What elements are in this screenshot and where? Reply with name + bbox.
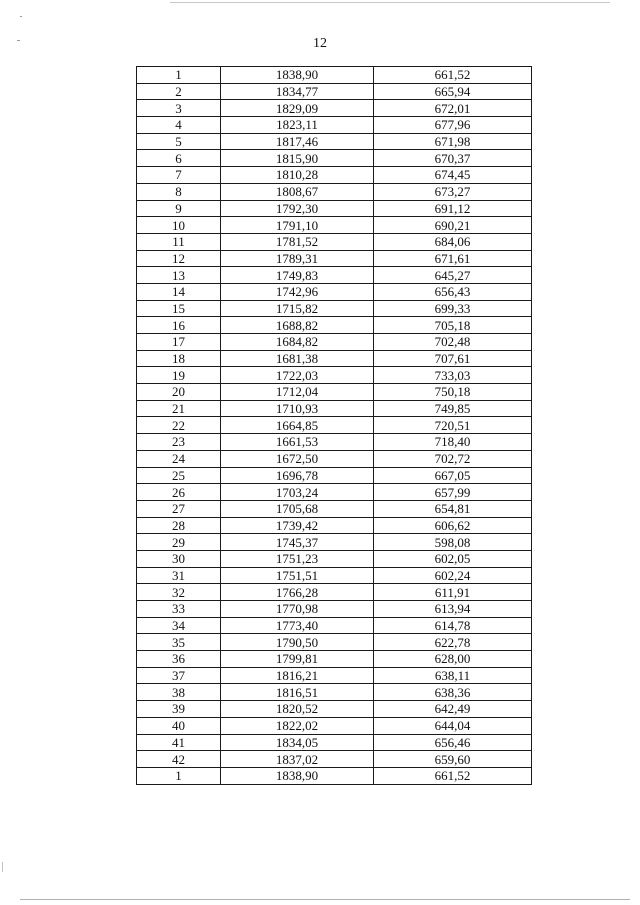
- y-coordinate-cell: 661,52: [374, 767, 532, 784]
- point-number-cell: 20: [137, 384, 221, 401]
- point-number-cell: 38: [137, 684, 221, 701]
- x-coordinate-cell: 1790,50: [221, 634, 374, 651]
- table-row: [137, 484, 532, 501]
- y-coordinate-cell: 677,96: [374, 117, 532, 134]
- x-coordinate-cell: 1745,37: [221, 534, 374, 551]
- point-number-cell: 33: [137, 601, 221, 618]
- table-row: [137, 667, 532, 684]
- table-row: [137, 100, 532, 117]
- y-coordinate-cell: 638,11: [374, 667, 532, 684]
- table-row: [137, 350, 532, 367]
- point-number-cell: 1: [137, 67, 221, 84]
- point-number-cell: 3: [137, 100, 221, 117]
- y-coordinate-cell: 644,04: [374, 717, 532, 734]
- y-coordinate-cell: 690,21: [374, 217, 532, 234]
- point-number-cell: 32: [137, 584, 221, 601]
- point-number-cell: 17: [137, 334, 221, 351]
- table-row: [137, 250, 532, 267]
- table-row: [137, 434, 532, 451]
- y-coordinate-cell: 613,94: [374, 601, 532, 618]
- table-row: [137, 150, 532, 167]
- table-row: [137, 400, 532, 417]
- point-number-cell: 35: [137, 634, 221, 651]
- x-coordinate-cell: 1791,10: [221, 217, 374, 234]
- table-row: [137, 550, 532, 567]
- x-coordinate-cell: 1766,28: [221, 584, 374, 601]
- y-coordinate-cell: 671,61: [374, 250, 532, 267]
- point-number-cell: 4: [137, 117, 221, 134]
- y-coordinate-cell: 705,18: [374, 317, 532, 334]
- point-number-cell: 26: [137, 484, 221, 501]
- page-number: 12: [313, 36, 327, 51]
- table-row: [137, 67, 532, 84]
- x-coordinate-cell: 1810,28: [221, 167, 374, 184]
- table-row: [137, 200, 532, 217]
- x-coordinate-cell: 1815,90: [221, 150, 374, 167]
- point-number-cell: 7: [137, 167, 221, 184]
- x-coordinate-cell: 1684,82: [221, 334, 374, 351]
- x-coordinate-cell: 1672,50: [221, 450, 374, 467]
- x-coordinate-cell: 1838,90: [221, 767, 374, 784]
- table-row: [137, 117, 532, 134]
- point-number-cell: 27: [137, 500, 221, 517]
- point-number-cell: 25: [137, 467, 221, 484]
- y-coordinate-cell: 750,18: [374, 384, 532, 401]
- y-coordinate-cell: 672,01: [374, 100, 532, 117]
- y-coordinate-cell: 628,00: [374, 651, 532, 668]
- y-coordinate-cell: 622,78: [374, 634, 532, 651]
- table-row: [137, 450, 532, 467]
- x-coordinate-cell: 1770,98: [221, 601, 374, 618]
- table-row: [137, 717, 532, 734]
- point-number-cell: 28: [137, 517, 221, 534]
- x-coordinate-cell: 1816,21: [221, 667, 374, 684]
- table-row: [137, 467, 532, 484]
- y-coordinate-cell: 645,27: [374, 267, 532, 284]
- table-row: [137, 267, 532, 284]
- table-row: [137, 567, 532, 584]
- point-number-cell: 18: [137, 350, 221, 367]
- point-number-cell: 30: [137, 550, 221, 567]
- y-coordinate-cell: 720,51: [374, 417, 532, 434]
- table-row: [137, 233, 532, 250]
- x-coordinate-cell: 1829,09: [221, 100, 374, 117]
- y-coordinate-cell: 642,49: [374, 701, 532, 718]
- x-coordinate-cell: 1710,93: [221, 400, 374, 417]
- y-coordinate-cell: 602,05: [374, 550, 532, 567]
- table-row: [137, 651, 532, 668]
- point-number-cell: 19: [137, 367, 221, 384]
- x-coordinate-cell: 1834,77: [221, 83, 374, 100]
- y-coordinate-cell: 667,05: [374, 467, 532, 484]
- x-coordinate-cell: 1739,42: [221, 517, 374, 534]
- y-coordinate-cell: 654,81: [374, 500, 532, 517]
- table-row: [137, 167, 532, 184]
- x-coordinate-cell: 1837,02: [221, 751, 374, 768]
- table-row: [137, 584, 532, 601]
- table-row: [137, 417, 532, 434]
- x-coordinate-cell: 1742,96: [221, 283, 374, 300]
- scan-edge-bottom: [20, 899, 630, 900]
- point-number-cell: 1: [137, 767, 221, 784]
- point-number-cell: 8: [137, 183, 221, 200]
- x-coordinate-cell: 1715,82: [221, 300, 374, 317]
- point-number-cell: 29: [137, 534, 221, 551]
- scan-edge-top: [170, 2, 610, 3]
- x-coordinate-cell: 1822,02: [221, 717, 374, 734]
- table-row: [137, 517, 532, 534]
- point-number-cell: 6: [137, 150, 221, 167]
- y-coordinate-cell: 670,37: [374, 150, 532, 167]
- x-coordinate-cell: 1664,85: [221, 417, 374, 434]
- y-coordinate-cell: 702,72: [374, 450, 532, 467]
- x-coordinate-cell: 1799,81: [221, 651, 374, 668]
- table-row: [137, 367, 532, 384]
- y-coordinate-cell: 733,03: [374, 367, 532, 384]
- point-number-cell: 10: [137, 217, 221, 234]
- table-row: [137, 684, 532, 701]
- x-coordinate-cell: 1696,78: [221, 467, 374, 484]
- x-coordinate-cell: 1703,24: [221, 484, 374, 501]
- y-coordinate-cell: 673,27: [374, 183, 532, 200]
- y-coordinate-cell: 674,45: [374, 167, 532, 184]
- x-coordinate-cell: 1834,05: [221, 734, 374, 751]
- x-coordinate-cell: 1838,90: [221, 67, 374, 84]
- x-coordinate-cell: 1823,11: [221, 117, 374, 134]
- table-row: [137, 83, 532, 100]
- table-row: [137, 601, 532, 618]
- x-coordinate-cell: 1789,31: [221, 250, 374, 267]
- x-coordinate-cell: 1792,30: [221, 200, 374, 217]
- x-coordinate-cell: 1688,82: [221, 317, 374, 334]
- y-coordinate-cell: 699,33: [374, 300, 532, 317]
- point-number-cell: 36: [137, 651, 221, 668]
- x-coordinate-cell: 1681,38: [221, 350, 374, 367]
- y-coordinate-cell: 657,99: [374, 484, 532, 501]
- x-coordinate-cell: 1816,51: [221, 684, 374, 701]
- y-coordinate-cell: 606,62: [374, 517, 532, 534]
- y-coordinate-cell: 718,40: [374, 434, 532, 451]
- y-coordinate-cell: 611,91: [374, 584, 532, 601]
- y-coordinate-cell: 691,12: [374, 200, 532, 217]
- x-coordinate-cell: 1817,46: [221, 133, 374, 150]
- table-row: [137, 334, 532, 351]
- table-row: [137, 767, 532, 784]
- point-number-cell: 39: [137, 701, 221, 718]
- y-coordinate-cell: 707,61: [374, 350, 532, 367]
- x-coordinate-cell: 1661,53: [221, 434, 374, 451]
- point-number-cell: 15: [137, 300, 221, 317]
- point-number-cell: 2: [137, 83, 221, 100]
- point-number-cell: 42: [137, 751, 221, 768]
- table-row: [137, 734, 532, 751]
- table-row: [137, 300, 532, 317]
- y-coordinate-cell: 598,08: [374, 534, 532, 551]
- y-coordinate-cell: 749,85: [374, 400, 532, 417]
- table-row: [137, 133, 532, 150]
- point-number-cell: 12: [137, 250, 221, 267]
- x-coordinate-cell: 1773,40: [221, 617, 374, 634]
- point-number-cell: 37: [137, 667, 221, 684]
- y-coordinate-cell: 656,46: [374, 734, 532, 751]
- y-coordinate-cell: 671,98: [374, 133, 532, 150]
- point-number-cell: 14: [137, 283, 221, 300]
- point-number-cell: 13: [137, 267, 221, 284]
- point-number-cell: 34: [137, 617, 221, 634]
- table-row: [137, 534, 532, 551]
- table-row: [137, 384, 532, 401]
- x-coordinate-cell: 1751,51: [221, 567, 374, 584]
- point-number-cell: 22: [137, 417, 221, 434]
- point-number-cell: 5: [137, 133, 221, 150]
- point-number-cell: 21: [137, 400, 221, 417]
- y-coordinate-cell: 684,06: [374, 233, 532, 250]
- point-number-cell: 23: [137, 434, 221, 451]
- point-number-cell: 40: [137, 717, 221, 734]
- y-coordinate-cell: 661,52: [374, 67, 532, 84]
- table-row: [137, 217, 532, 234]
- x-coordinate-cell: 1751,23: [221, 550, 374, 567]
- scan-speck: [2, 862, 3, 872]
- x-coordinate-cell: 1808,67: [221, 183, 374, 200]
- table-row: [137, 317, 532, 334]
- table-row: [137, 751, 532, 768]
- table-row: [137, 183, 532, 200]
- table-row: [137, 500, 532, 517]
- table-row: [137, 617, 532, 634]
- point-number-cell: 16: [137, 317, 221, 334]
- coordinates-table-body: [137, 67, 532, 785]
- coordinates-table: [136, 66, 532, 785]
- y-coordinate-cell: 659,60: [374, 751, 532, 768]
- point-number-cell: 11: [137, 233, 221, 250]
- x-coordinate-cell: 1749,83: [221, 267, 374, 284]
- point-number-cell: 9: [137, 200, 221, 217]
- point-number-cell: 41: [137, 734, 221, 751]
- x-coordinate-cell: 1722,03: [221, 367, 374, 384]
- x-coordinate-cell: 1820,52: [221, 701, 374, 718]
- point-number-cell: 31: [137, 567, 221, 584]
- y-coordinate-cell: 614,78: [374, 617, 532, 634]
- table-row: [137, 283, 532, 300]
- table-row: [137, 701, 532, 718]
- y-coordinate-cell: 665,94: [374, 83, 532, 100]
- y-coordinate-cell: 602,24: [374, 567, 532, 584]
- x-coordinate-cell: 1705,68: [221, 500, 374, 517]
- table-row: [137, 634, 532, 651]
- x-coordinate-cell: 1781,52: [221, 233, 374, 250]
- y-coordinate-cell: 702,48: [374, 334, 532, 351]
- point-number-cell: 24: [137, 450, 221, 467]
- x-coordinate-cell: 1712,04: [221, 384, 374, 401]
- y-coordinate-cell: 656,43: [374, 283, 532, 300]
- scan-speck: [20, 16, 22, 17]
- y-coordinate-cell: 638,36: [374, 684, 532, 701]
